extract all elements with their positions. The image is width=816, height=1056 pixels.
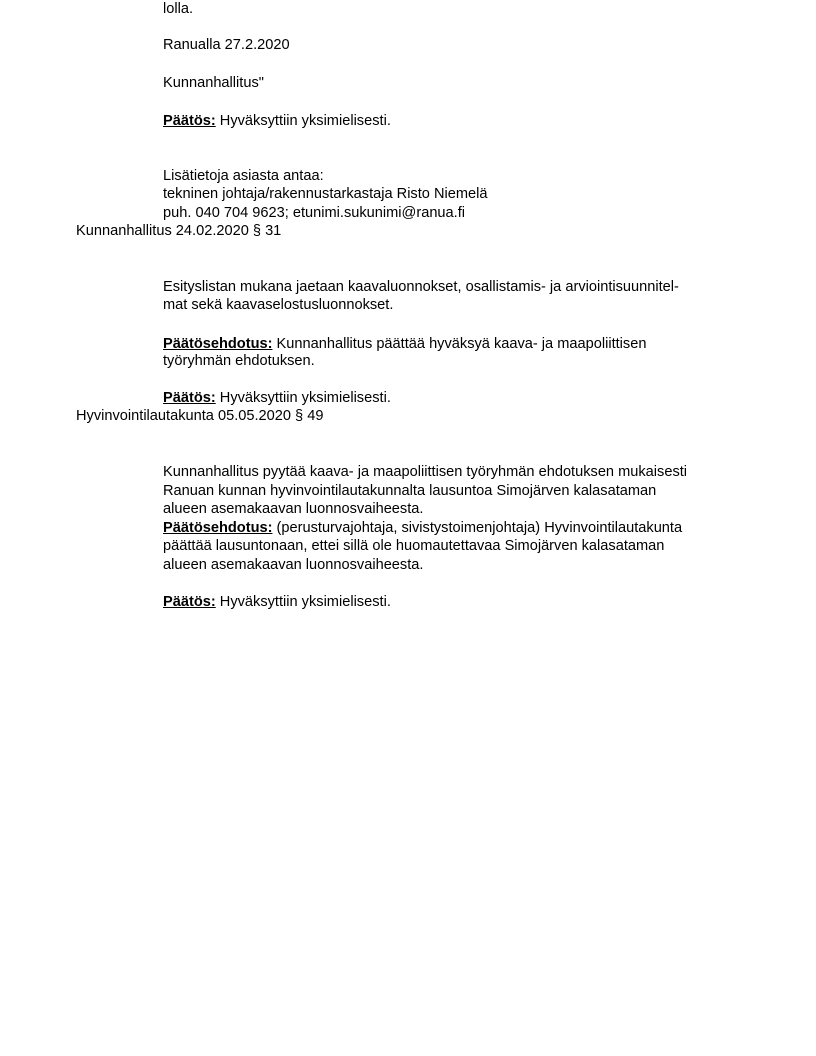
decision-label: Päätös: [163,594,216,610]
proposal-line: työryhmän ehdotuksen. [163,353,315,369]
proposal-line: päättää lausuntonaan, ettei sillä ole huomautettavaa Simojärven kalasataman [163,538,665,554]
proposal-text: (perusturvajohtaja, sivistystoimenjohtaja) Hyvinvointilautakunta [272,520,683,536]
section-header: Kunnanhallitus 24.02.2020 § 31 [76,223,282,239]
decision-text: Hyväksyttiin yksimielisesti. [215,594,391,610]
proposal-text: Kunnanhallitus päättää hyväksyä kaava- ja maapoliittisen [272,336,647,352]
info-line: tekninen johtaja/rakennustarkastaja Risto Niemelä [163,186,488,202]
info-line: Lisätietoja asiasta antaa: [163,168,324,184]
signer: Kunnanhallitus" [163,75,264,91]
decision-line [163,593,391,611]
info-line: puh. 040 704 9623; etunimi.sukunimi@ranua.fi [163,205,466,221]
proposal-label: Päätösehdotus: [163,336,273,352]
decision-label: Päätös: [163,390,216,406]
paragraph-line: Kunnanhallitus pyytää kaava- ja maapoliittisen työryhmän ehdotuksen mukaisesti [163,464,688,480]
decision-line [163,389,391,407]
paragraph-line: alueen asemakaavan luonnosvaiheesta. [163,501,424,517]
place-date: Ranualla 27.2.2020 [163,37,290,53]
decision-text: Hyväksyttiin yksimielisesti. [215,113,391,129]
decision-label: Päätös: [163,113,216,129]
paragraph-line: mat sekä kaavaselostusluonnokset. [163,297,394,313]
paragraph-line: Esityslistan mukana jaetaan kaavaluonnokset, osallistamis- ja arviointisuunnitel- [163,279,679,295]
proposal-line [163,335,646,353]
proposal-line [163,519,682,537]
section-header: Hyvinvointilautakunta 05.05.2020 § 49 [76,408,324,424]
proposal-line: alueen asemakaavan luonnosvaiheesta. [163,557,424,573]
paragraph-line: Ranuan kunnan hyvinvointilautakunnalta lausuntoa Simojärven kalasataman [163,483,657,499]
decision-text: Hyväksyttiin yksimielisesti. [215,390,391,406]
proposal-label: Päätösehdotus: [163,520,273,536]
decision-line [163,112,391,130]
continuation-line: lolla. [163,1,194,17]
